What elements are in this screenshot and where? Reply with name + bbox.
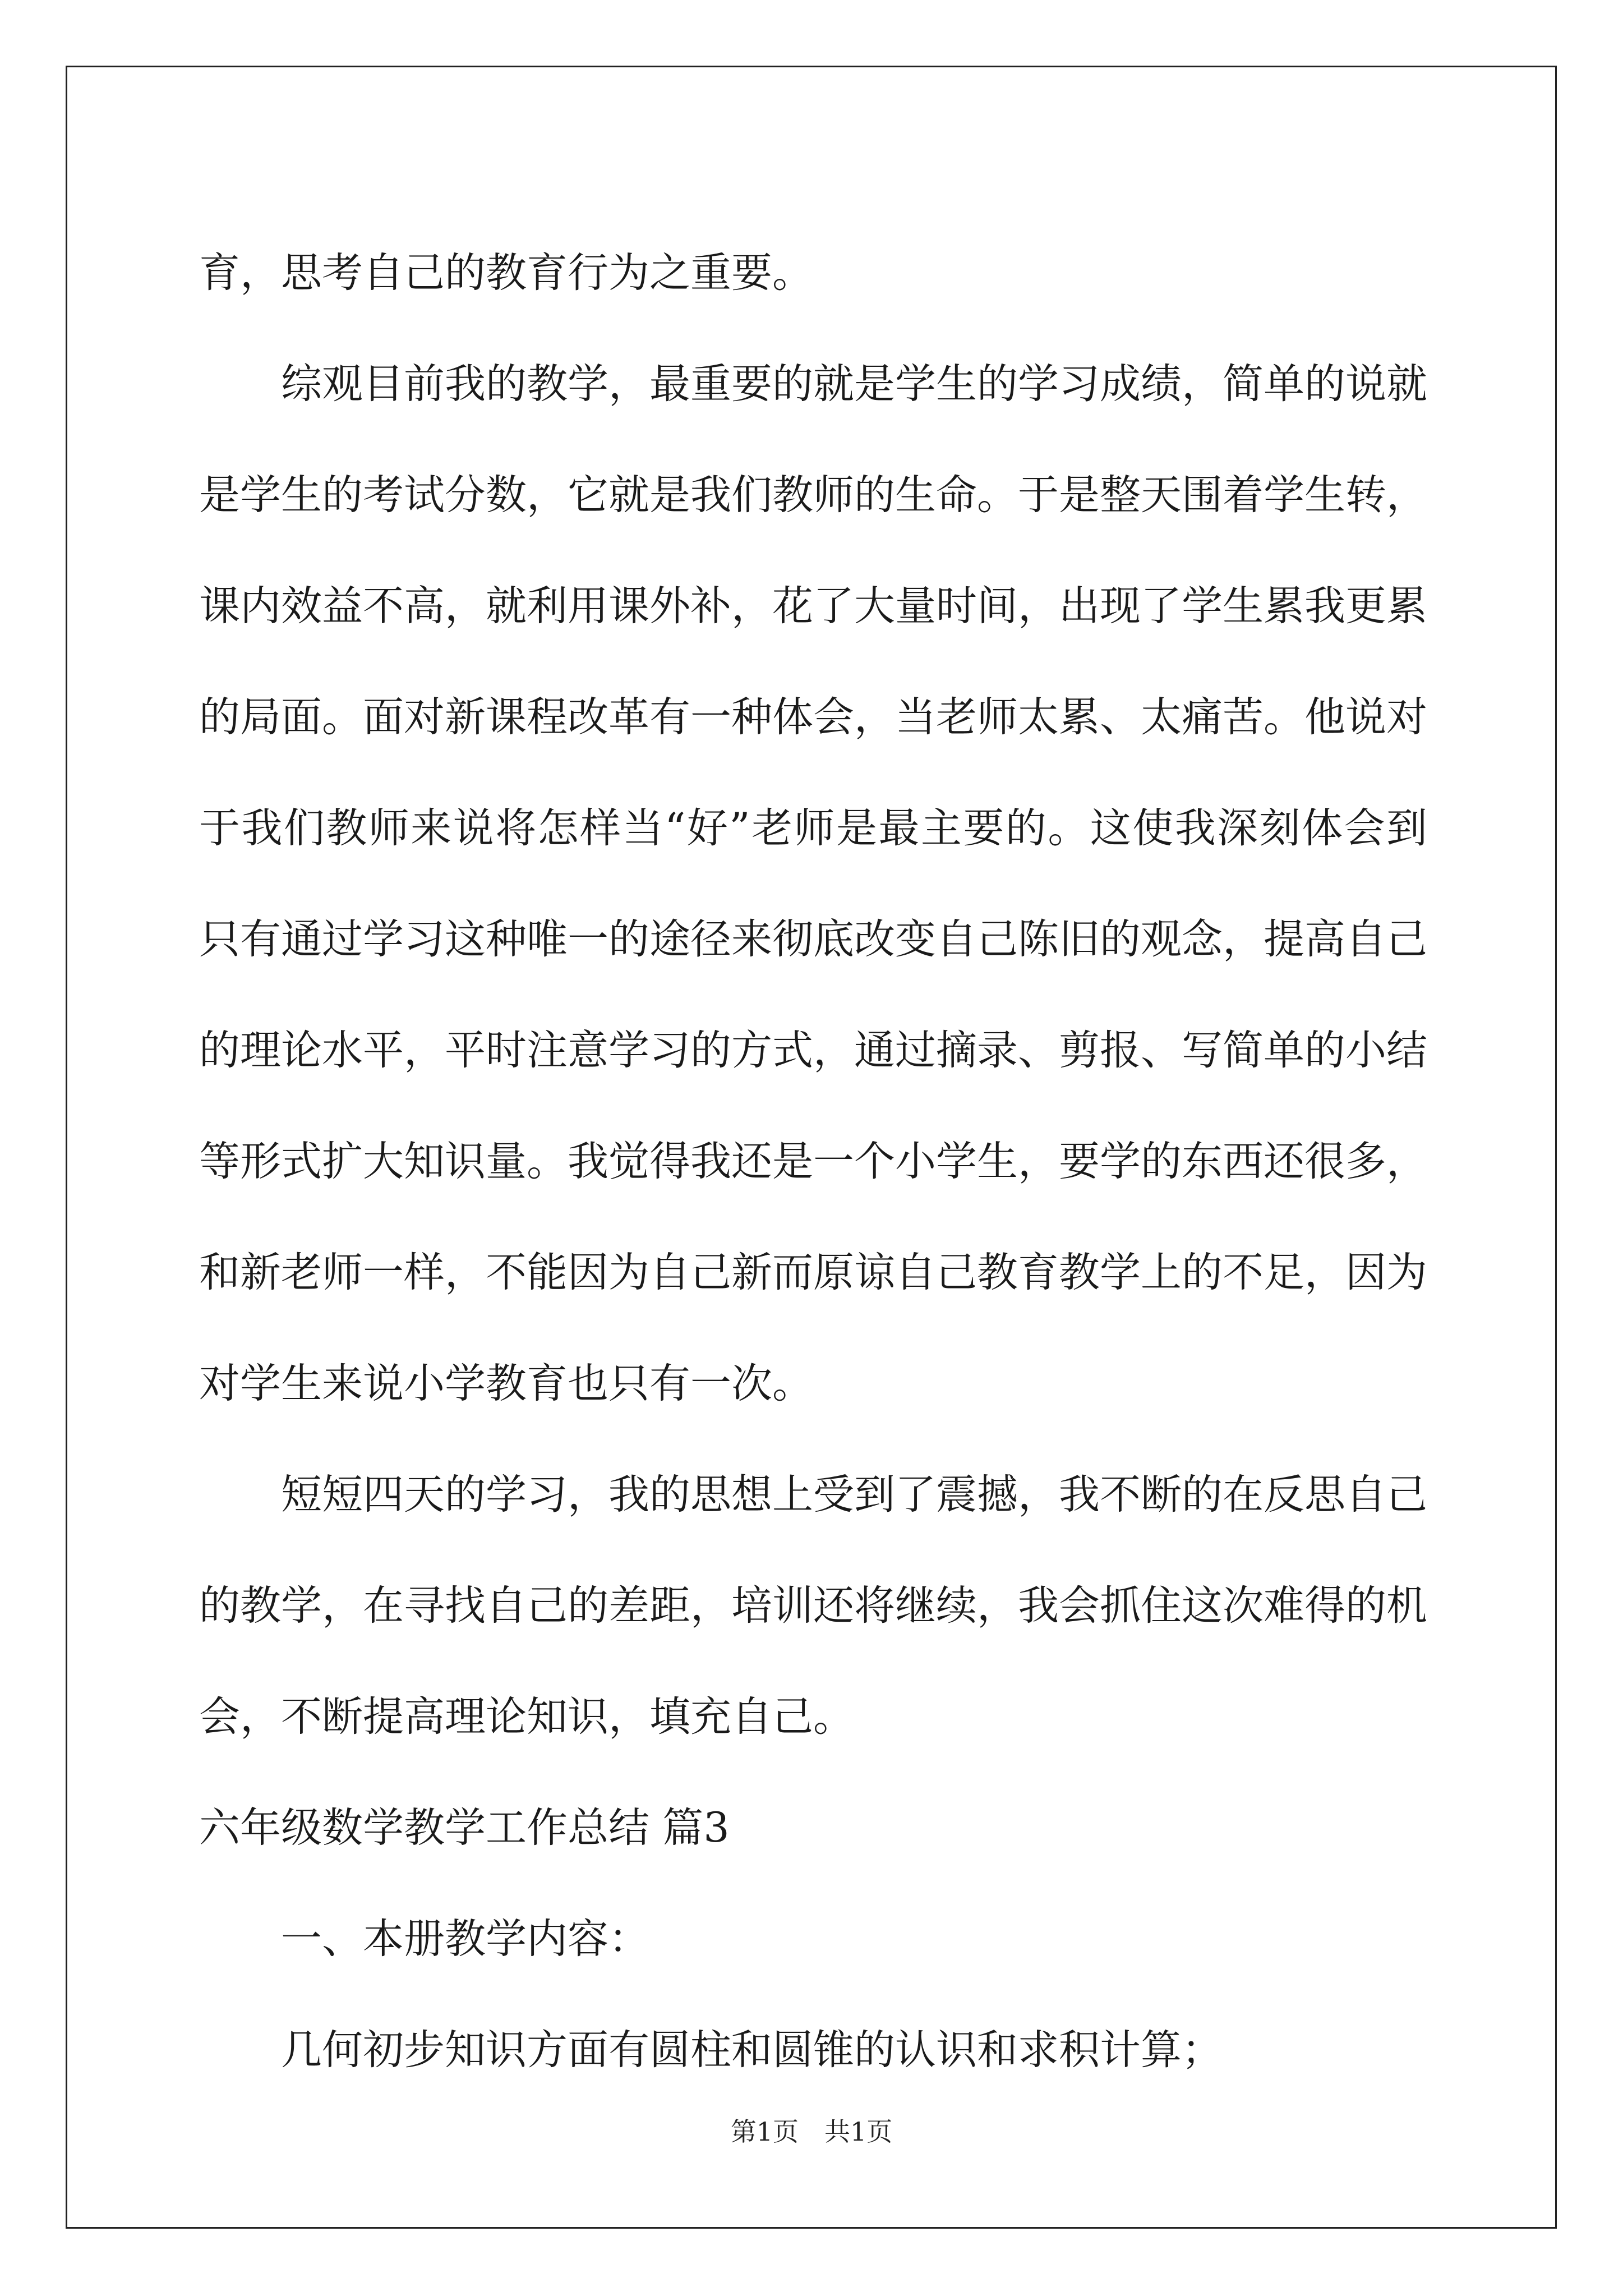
subheading: 一、本册教学内容： — [281, 1915, 649, 1963]
text-line: 会，不断提高理论知识，填充自己。 — [199, 1693, 854, 1741]
text-line: 的局面。面对新课程改革有一种体会，当老师太累、太痛苦。他说对 — [199, 693, 1427, 741]
text-line: 课内效益不高，就利用课外补，花了大量时间，出现了学生累我更累 — [199, 582, 1427, 630]
text-line: 对学生来说小学教育也只有一次。 — [199, 1360, 813, 1407]
section-heading: 六年级数学教学工作总结 篇3 — [199, 1804, 730, 1852]
text-line: 等形式扩大知识量。我觉得我还是一个小学生，要学的东西还很多， — [199, 1138, 1427, 1185]
text-line: 的教学，在寻找自己的差距，培训还将继续，我会抓住这次难得的机 — [199, 1582, 1427, 1630]
paragraph-first-line: 几何初步知识方面有圆柱和圆锥的认识和求积计算； — [281, 2026, 1223, 2074]
text-line: 的理论水平，平时注意学习的方式，通过摘录、剪报、写简单的小结 — [199, 1027, 1427, 1074]
text-line: 是学生的考试分数，它就是我们教师的生命。于是整天围着学生转， — [199, 471, 1427, 519]
text-line: 育，思考自己的教育行为之重要。 — [199, 249, 813, 297]
document-body — [199, 218, 1427, 2106]
paragraph-first-line: 短短四天的学习，我的思想上受到了震撼，我不断的在反思自己 — [281, 1471, 1427, 1519]
paragraph-first-line: 综观目前我的教学，最重要的就是学生的学习成绩，简单的说就 — [281, 360, 1427, 408]
text-line: 于我们教师来说将怎样当“好”老师是最主要的。这使我深刻体会到 — [199, 804, 1427, 852]
text-line: 和新老师一样，不能因为自己新而原谅自己教育教学上的不足，因为 — [199, 1249, 1427, 1296]
text-line: 只有通过学习这种唯一的途径来彻底改变自己陈旧的观念，提高自己 — [199, 915, 1427, 963]
page-number-footer: 第1页 共1页 — [730, 2116, 893, 2147]
